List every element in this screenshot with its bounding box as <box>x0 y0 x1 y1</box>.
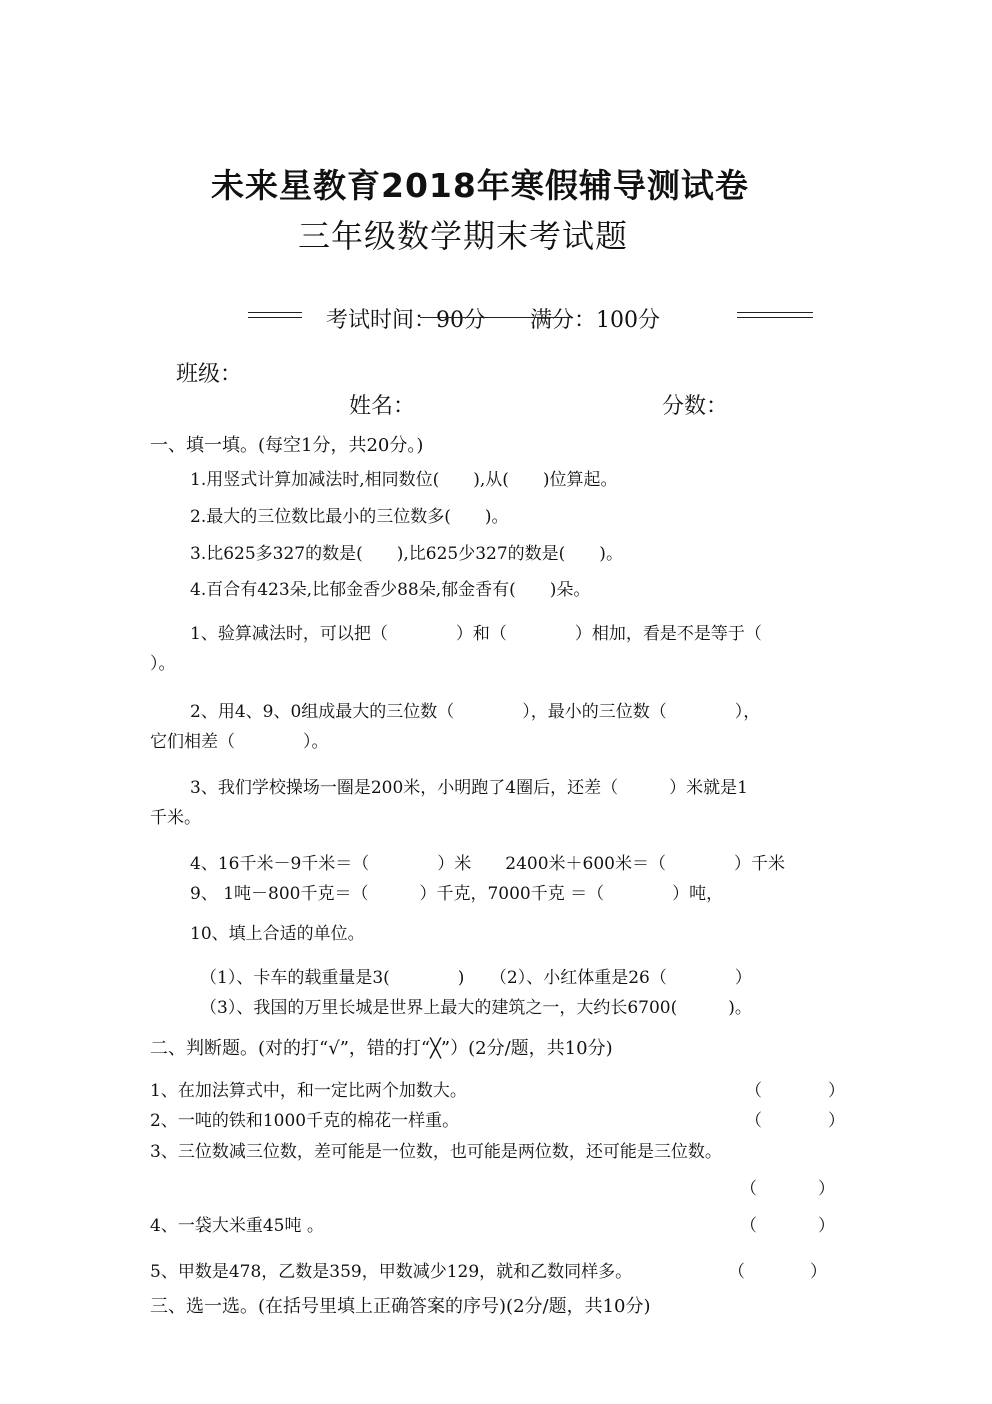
judge-4: 4、一袋大米重45吨 。 <box>150 1216 324 1236</box>
exam-info: 考试时间：90分 满分：100分 <box>326 308 660 333</box>
para-10b: （3）、我国的万里长城是世界上最大的建筑之一，大约长6700( )。 <box>200 998 752 1018</box>
exam-title: 未来星教育2018年寒假辅导测试卷 <box>211 166 749 205</box>
para-2-line2: 它们相差（ ）。 <box>150 732 329 752</box>
para-10a: （1）、卡车的载重量是3( ) （2）、小红体重是26（ ） <box>200 968 752 988</box>
strike-line <box>420 317 570 318</box>
score-label: 分数： <box>662 394 729 419</box>
judge-2: 2、一吨的铁和1000千克的棉花一样重。 <box>150 1111 460 1131</box>
judge-5-paren-open: （ <box>728 1262 745 1282</box>
left-double-rule <box>248 312 302 318</box>
name-label: 姓名： <box>349 394 416 419</box>
judge-3-paren-close: ） <box>818 1179 835 1199</box>
exam-subtitle: 三年级数学期末考试题 <box>298 217 629 255</box>
para-2-line1: 2、用4、9、0组成最大的三位数（ ），最小的三位数（ ）， <box>190 702 761 722</box>
judge-3: 3、三位数减三位数，差可能是一位数，也可能是两位数，还可能是三位数。 <box>150 1142 722 1162</box>
section1-heading: 一、填一填。(每空1分，共20分。) <box>150 435 424 456</box>
class-label: 班级： <box>176 362 243 387</box>
question-4: 4.百合有423朵,比郁金香少88朵,郁金香有( )朵。 <box>190 580 591 600</box>
right-double-rule <box>737 312 813 318</box>
para-1-line2: ）。 <box>150 654 176 674</box>
judge-5-paren-close: ） <box>810 1262 827 1282</box>
para-1-line1: 1、验算减法时，可以把（ ）和（ ）相加，看是不是等于（ <box>190 624 762 644</box>
judge-4-paren-open: （ <box>740 1216 757 1236</box>
judge-2-paren-close: ） <box>828 1111 845 1131</box>
judge-5: 5、甲数是478，乙数是359，甲数减少129，就和乙数同样多。 <box>150 1262 633 1282</box>
section3-heading: 三、选一选。(在括号里填上正确答案的序号)(2分/题，共10分) <box>150 1296 651 1317</box>
para-10: 10、填上合适的单位。 <box>190 924 365 944</box>
judge-4-paren-close: ） <box>818 1216 835 1236</box>
para-3-line1: 3、我们学校操场一圈是200米，小明跑了4圈后，还差（ ）米就是1 <box>190 778 748 798</box>
judge-1: 1、在加法算式中，和一定比两个加数大。 <box>150 1081 467 1101</box>
question-3: 3.比625多327的数是( ),比625少327的数是( )。 <box>190 544 623 564</box>
judge-3-paren-open: （ <box>740 1179 757 1199</box>
para-4b: 9、 1吨－800千克＝（ ）千克，7000千克 ＝（ ）吨， <box>190 884 724 904</box>
question-2: 2.最大的三位数比最小的三位数多( )。 <box>190 507 509 527</box>
judge-2-paren-open: （ <box>745 1111 762 1131</box>
para-4a: 4、16千米－9千米＝（ ）米 2400米＋600米＝（ ）千米 <box>190 854 785 874</box>
section2-heading: 二、判断题。(对的打“√”，错的打“╳”）(2分/题，共10分) <box>150 1038 613 1059</box>
judge-1-paren-close: ） <box>828 1081 845 1101</box>
question-1: 1.用竖式计算加减法时,相同数位( ),从( )位算起。 <box>190 470 618 490</box>
para-3-line2: 千米。 <box>150 808 201 828</box>
judge-1-paren-open: （ <box>745 1081 762 1101</box>
